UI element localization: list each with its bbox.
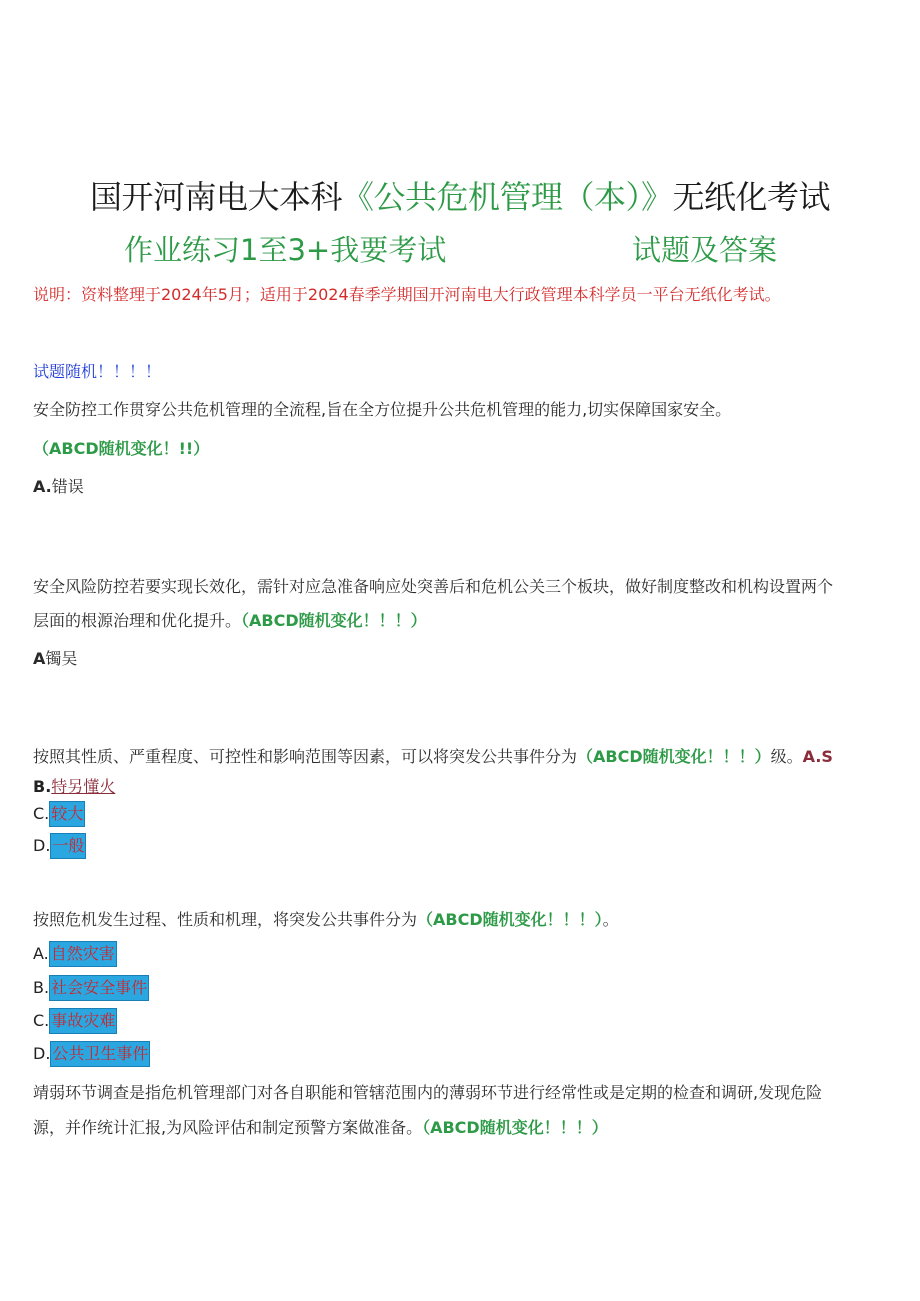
option-label: 特另懂火 [51,777,116,796]
option-label-highlighted: 一般 [50,833,86,859]
option-letter: B. [33,777,52,796]
option-letter: D. [33,1044,51,1063]
question-4-option-c [33,1008,117,1034]
option-label-highlighted: 自然灾害 [49,941,117,967]
document-title [0,172,920,218]
question-3-stem: 按照其性质、严重程度、可控性和影响范围等因素，可以将突发公共事件分为 [33,747,578,766]
question-1-answer [33,474,84,497]
question-3-suffix: 级。 [770,747,803,766]
option-letter: C. [33,1011,50,1030]
question-3-option-a: A.S [802,747,833,766]
option-letter: B. [33,978,50,997]
option-letter: A. [33,944,49,963]
question-2-tag: （ABCD随机变化！！！） [241,611,427,630]
option-label-highlighted: 较大 [49,801,85,827]
question-5-tag: （ABCD随机变化！！！） [422,1118,608,1137]
question-5-line2 [33,1115,608,1138]
option-label-highlighted: 公共卫生事件 [50,1041,150,1067]
question-4-option-b [33,975,149,1001]
random-notice: 试题随机！！！！ [33,362,162,381]
question-3-tag: （ABCD随机变化！！！） [577,747,771,766]
answer-letter: A. [33,477,52,496]
question-4-tag: （ABCD随机变化！！！） [417,910,603,929]
title-course: 《公共危机管理（本）》 [341,178,673,216]
subtitle-left: 作业练习1至3+我要考试 [124,233,447,267]
question-1-tag: （ABCD随机变化！!!） [33,439,210,458]
option-letter: D. [33,836,51,855]
question-2-line1: 安全风险防控若要实现长效化，需针对应急准备响应处突善后和危机公关三个板块，做好制度整改和机构设置两个 [33,577,834,596]
option-letter: C. [33,804,50,823]
title-part3: 无纸化考试 [672,178,831,216]
option-label-highlighted: 社会安全事件 [49,975,149,1001]
question-3-option-d [33,833,86,859]
question-4-option-a [33,941,117,967]
explanation-note: 说明：资料整理于2024年5月；适用于2024春季学期国开河南电大行政管理本科学员一平台无纸化考试。 [33,285,781,304]
question-4-stem: 按照危机发生过程、性质和机理，将突发公共事件分为 [33,910,418,929]
question-2-answer: A镯吴 [33,649,78,668]
title-part1: 国开河南电大本科 [89,178,342,216]
question-4-text [33,907,619,930]
question-1-text: 安全防控工作贯穿公共危机管理的全流程,旨在全方位提升公共危机管理的能力,切实保障国家安全。 [33,400,732,419]
question-3-option-b [33,774,115,797]
question-5-line1: 靖弱环节调查是指危机管理部门对各自职能和管辖范围内的薄弱环节进行经常性或是定期的检查和调研,发现危险 [33,1083,823,1102]
question-5-text-end: 源，并作统计汇报,为风险评估和制定预警方案做准备。 [33,1118,423,1137]
question-3-option-c [33,801,85,827]
question-3-text [33,744,833,767]
option-label-highlighted: 事故灾难 [49,1008,117,1034]
question-4-suffix: 。 [602,910,619,929]
answer-label: 错误 [51,477,84,496]
question-4-option-d [33,1041,150,1067]
subtitle-right: 试题及答案 [632,233,778,267]
question-2-text-end: 层面的根源治理和优化提升。 [33,611,242,630]
question-2-line2 [33,608,427,631]
